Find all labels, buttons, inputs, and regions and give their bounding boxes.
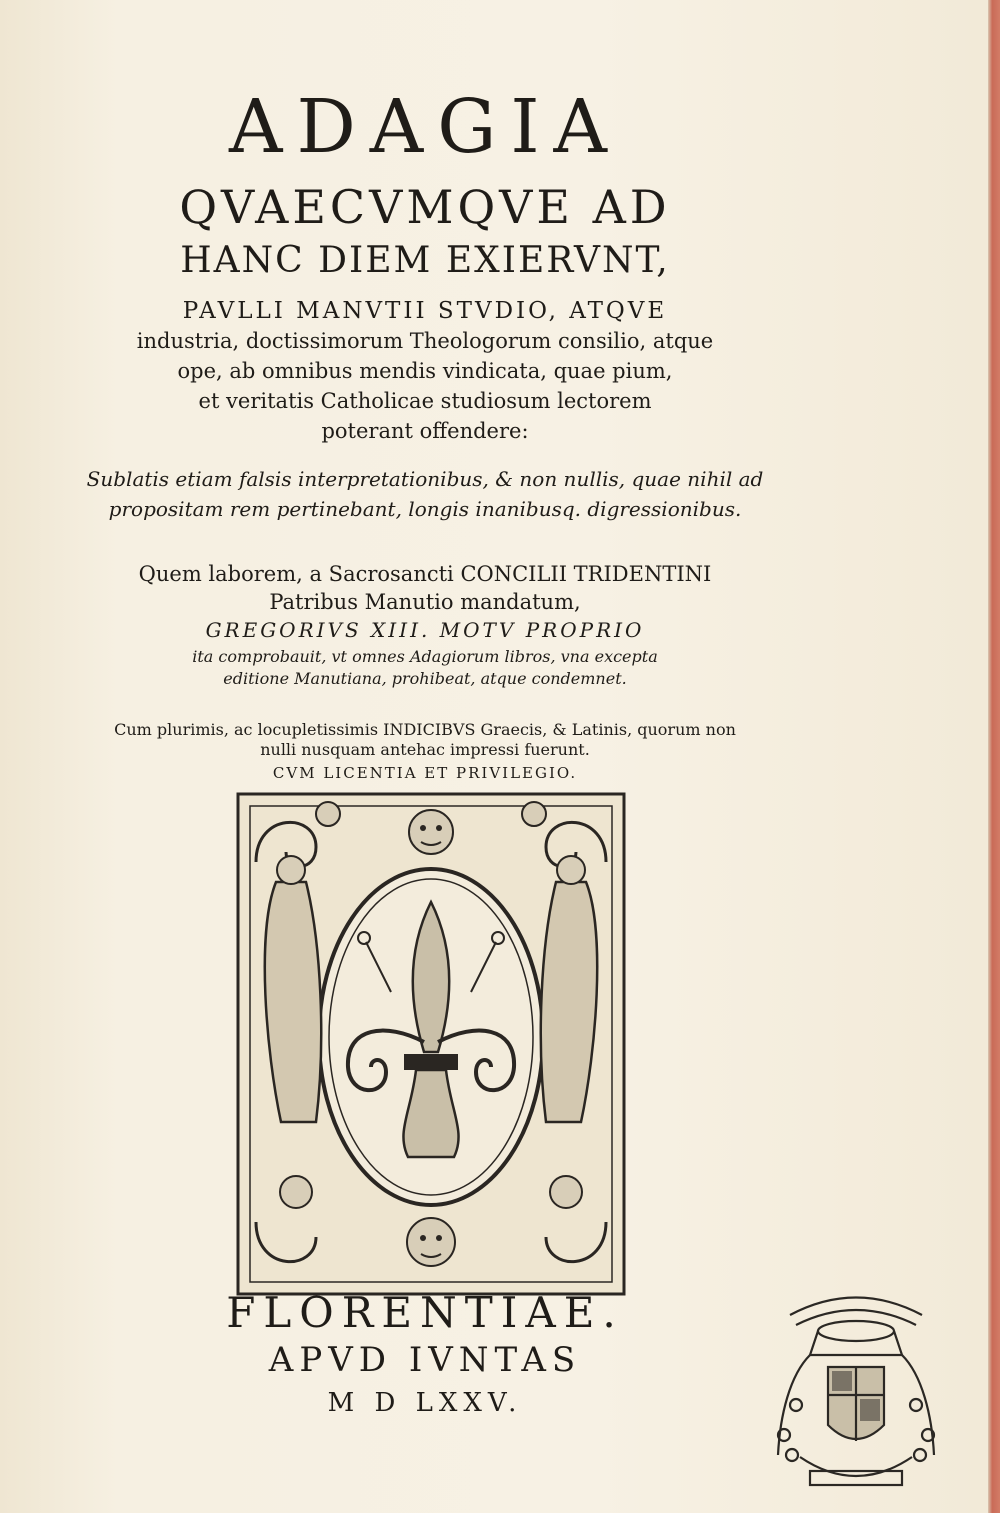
title-adagia: ADAGIA bbox=[229, 84, 621, 170]
council-line: Quem laborem, a Sacrosancti CONCILII TRIDENTINI bbox=[138, 562, 712, 586]
gregorius-sub-line: editione Manutiana, prohibeat, atque condemnet. bbox=[223, 669, 627, 688]
italic-line: Sublatis etiam falsis interpretationibus, & non nullis, quae nihil ad bbox=[86, 467, 764, 491]
red-page-edge bbox=[988, 0, 1000, 1513]
imprint-publisher: APVD IVNTAS bbox=[268, 1340, 582, 1380]
indices-line: nulli nusquam antehac impressi fuerunt. bbox=[260, 740, 590, 759]
title-line-3: HANC DIEM EXIERVNT, bbox=[180, 240, 670, 281]
italic-block bbox=[0, 464, 850, 524]
description-line: poterant offendere: bbox=[321, 419, 529, 443]
italic-line: propositam rem pertinebant, longis inanibusq. digressionibus. bbox=[108, 497, 742, 521]
gregorius-line: GREGORIVS XIII. MOTV PROPRIO bbox=[205, 618, 645, 642]
gregorius-block bbox=[0, 646, 850, 690]
imprint-place: FLORENTIAE. bbox=[226, 1288, 624, 1337]
council-block bbox=[0, 560, 850, 616]
cardinal-armorial-stamp-icon bbox=[770, 1285, 942, 1497]
description-line: ope, ab omnibus mendis vindicata, quae pium, bbox=[177, 359, 673, 383]
indices-line: Cum plurimis, ac locupletissimis INDICIBVS Graecis, & Latinis, quorum non bbox=[114, 720, 736, 739]
description-line: et veritatis Catholicae studiosum lectorem bbox=[198, 389, 652, 413]
indices-block bbox=[0, 720, 850, 760]
gregorius-sub-line: ita comprobauit, vt omnes Adagiorum libros, vna excepta bbox=[192, 647, 658, 666]
description-line: industria, doctissimorum Theologorum consilio, atque bbox=[136, 329, 714, 353]
license-line: CVM LICENTIA ET PRIVILEGIO. bbox=[272, 764, 578, 782]
fleur-de-lis-woodcut-icon bbox=[236, 792, 626, 1296]
title-line-2: QVAECVMQVE AD bbox=[179, 180, 671, 234]
description-block bbox=[0, 326, 850, 446]
council-line: Patribus Manutio mandatum, bbox=[269, 590, 581, 614]
author-line: PAVLLI MANVTII STVDIO, ATQVE bbox=[182, 298, 668, 324]
imprint-year: M D LXXV. bbox=[327, 1388, 523, 1418]
